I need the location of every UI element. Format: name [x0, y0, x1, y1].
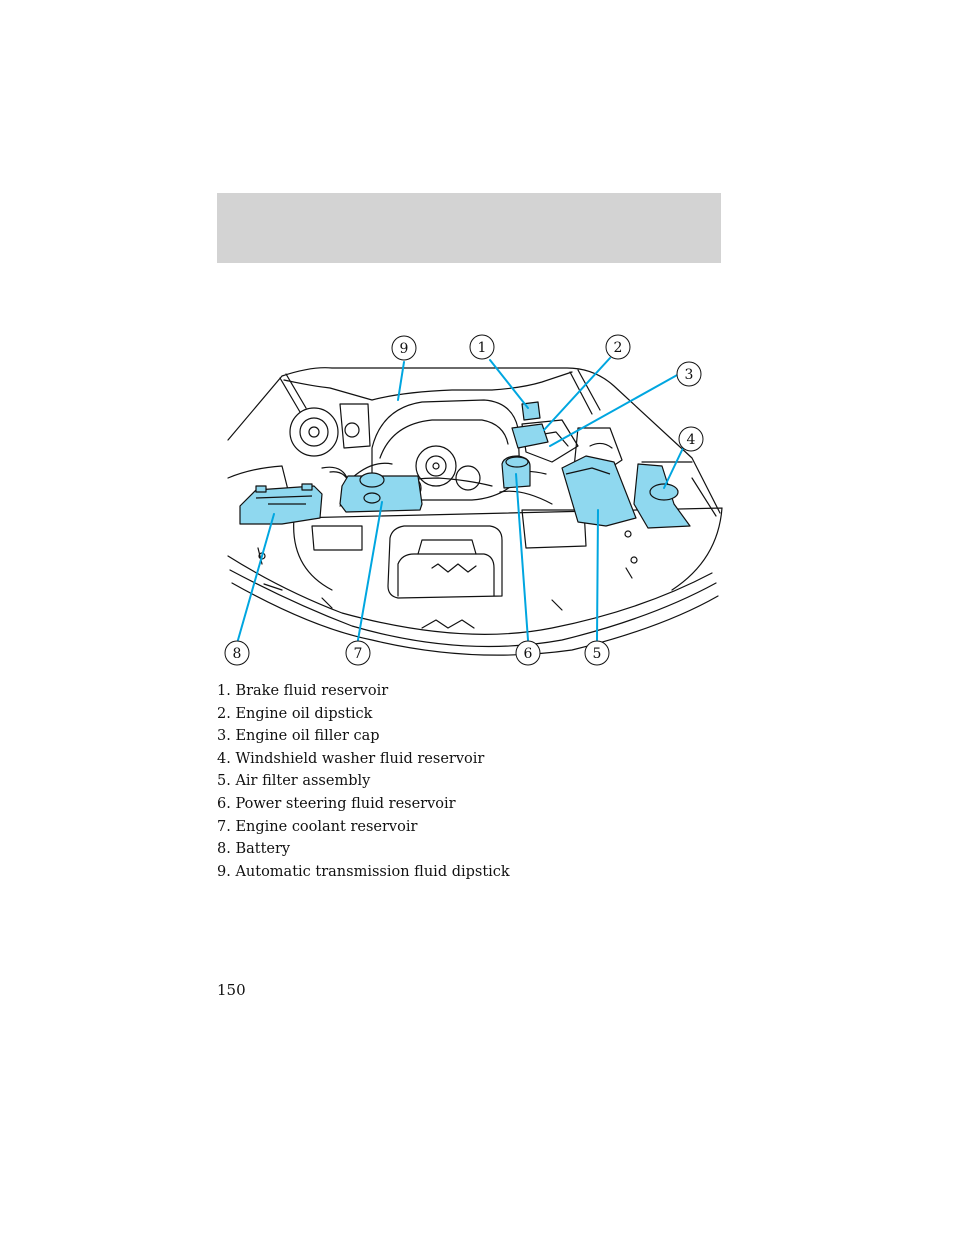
callout-line-3	[550, 374, 679, 446]
engine-compartment-diagram	[222, 328, 724, 673]
legend-item: 6. Power steering fluid reservoir	[217, 795, 456, 812]
callout-number-9: 9	[399, 341, 409, 357]
legend-item: 5. Air filter assembly	[217, 773, 371, 790]
legend-item: 3. Engine oil filler cap	[217, 728, 380, 745]
callout-line-5	[597, 510, 598, 640]
callout-number-5: 5	[592, 646, 602, 662]
legend-item: 8. Battery	[217, 841, 291, 858]
callout-number-2: 2	[613, 340, 623, 356]
legend-item: 9. Automatic transmission fluid dipstick	[217, 863, 510, 880]
legend-item: 2. Engine oil dipstick	[217, 705, 373, 722]
component-legend	[217, 680, 510, 883]
front-bumper	[228, 556, 712, 634]
callout-line-1	[490, 360, 528, 408]
callout-line-4	[664, 446, 684, 488]
callout-number-6: 6	[523, 646, 533, 662]
legend-item: 4. Windshield washer fluid reservoir	[217, 750, 485, 767]
callout-line-6	[516, 474, 528, 640]
hood-inner	[284, 372, 572, 400]
callout-number-1: 1	[477, 340, 487, 356]
air-filter-shape	[562, 456, 636, 526]
callout-number-4: 4	[686, 432, 696, 448]
page-number: 150	[217, 981, 246, 999]
dipstick-tube-shape	[512, 424, 548, 448]
legend-item: 7. Engine coolant reservoir	[217, 818, 418, 835]
callout-number-3: 3	[684, 367, 694, 383]
callout-number-8: 8	[232, 646, 242, 662]
section-header-band	[217, 193, 721, 263]
fan-shroud	[388, 526, 502, 598]
callout-line-7	[358, 502, 382, 640]
legend-item: 1. Brake fluid reservoir	[217, 683, 389, 699]
callout-number-7: 7	[353, 646, 363, 662]
battery-shape	[240, 486, 322, 524]
